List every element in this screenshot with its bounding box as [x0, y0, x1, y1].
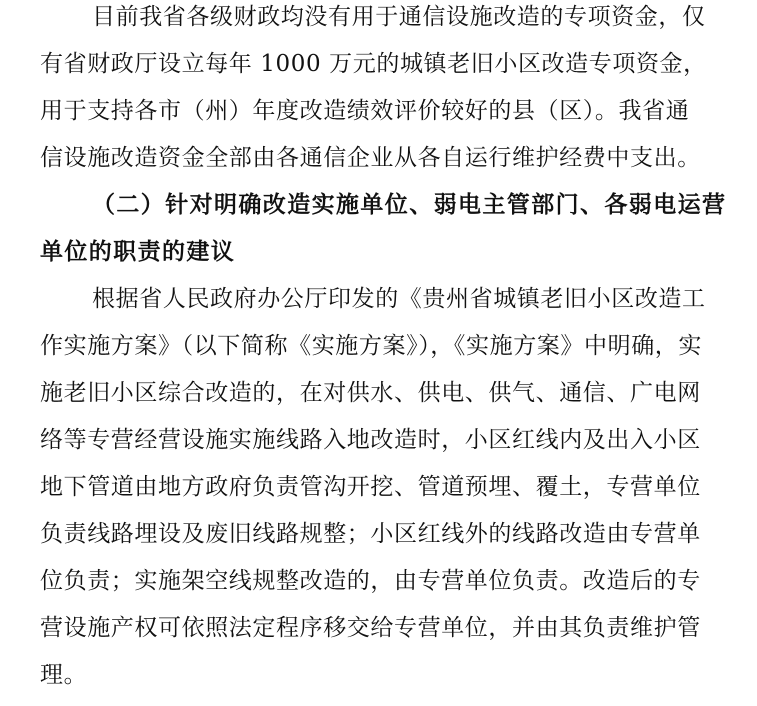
paragraph-1-line-2: 有省财政厅设立每年 1000 万元的城镇老旧小区改造专项资金， [40, 51, 707, 77]
section-heading-line-2: 单位的职责的建议 [40, 238, 236, 265]
paragraph-2-line-2: 作实施方案》（以下简称《实施方案》），《实施方案》中明确，实 [40, 333, 702, 359]
paragraph-2-line-3: 施老旧小区综合改造的，在对供水、供电、供气、通信、广电网 [40, 380, 701, 406]
paragraph-1-line-1: 目前我省各级财政均没有用于通信设施改造的专项资金，仅 [92, 4, 706, 30]
paragraph-2-line-9: 理。 [40, 662, 88, 688]
paragraph-2-line-1: 根据省人民政府办公厅印发的《贵州省城镇老旧小区改造工 [92, 286, 706, 312]
paragraph-1-line-3: 用于支持各市（州）年度改造绩效评价较好的县（区）。我省通 [40, 98, 690, 124]
paragraph-2-line-5: 地下管道由地方政府负责管沟开挖、管道预埋、覆土，专营单位 [40, 474, 701, 500]
paragraph-2-line-4: 络等专营经营设施实施线路入地改造时，小区红线内及出入小区 [40, 427, 701, 453]
section-heading-line-1: （二）针对明确改造实施单位、弱电主管部门、各弱电运营 [92, 191, 727, 218]
paragraph-1-line-4: 信设施改造资金全部由各通信企业从各自运行维护经费中支出。 [40, 145, 701, 171]
paragraph-2-line-7: 位负责；实施架空线规整改造的，由专营单位负责。改造后的专 [40, 568, 701, 594]
paragraph-2-line-8: 营设施产权可依照法定程序移交给专营单位，并由其负责维护管 [40, 615, 701, 641]
paragraph-2-line-6: 负责线路埋设及废旧线路规整；小区红线外的线路改造由专营单 [40, 521, 701, 547]
